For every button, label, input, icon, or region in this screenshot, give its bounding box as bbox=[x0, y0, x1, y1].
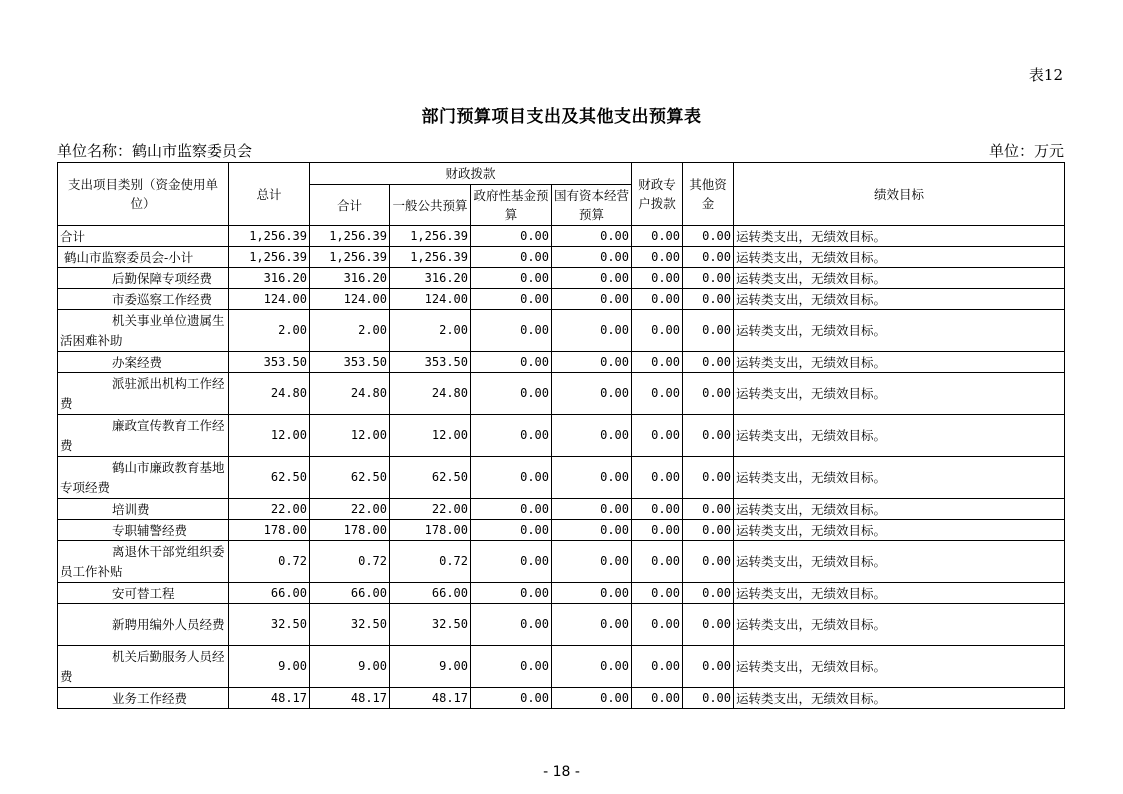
cell-gov-fund: 0.00 bbox=[471, 688, 552, 709]
cell-general: 22.00 bbox=[390, 499, 471, 520]
cell-special: 0.00 bbox=[632, 310, 683, 352]
cell-state-capital: 0.00 bbox=[552, 352, 632, 373]
cell-general: 124.00 bbox=[390, 289, 471, 310]
cell-gov-fund: 0.00 bbox=[471, 226, 552, 247]
header-special-account: 财政专户拨款 bbox=[632, 163, 683, 226]
cell-other: 0.00 bbox=[683, 415, 734, 457]
page-title: 部门预算项目支出及其他支出预算表 bbox=[421, 107, 702, 127]
table-row bbox=[58, 310, 1065, 352]
cell-subtotal: 178.00 bbox=[310, 520, 390, 541]
cell-state-capital: 0.00 bbox=[552, 604, 632, 646]
cell-general: 66.00 bbox=[390, 583, 471, 604]
table-row bbox=[58, 226, 1065, 247]
cell-goal: 运转类支出，无绩效目标。 bbox=[734, 373, 1065, 415]
header-total: 总计 bbox=[229, 163, 310, 226]
cell-goal: 运转类支出，无绩效目标。 bbox=[734, 247, 1065, 268]
row-category bbox=[58, 289, 229, 310]
row-category bbox=[58, 247, 229, 268]
cell-gov-fund: 0.00 bbox=[471, 352, 552, 373]
table-row bbox=[58, 646, 1065, 688]
header-row-top bbox=[58, 163, 1065, 185]
cell-total: 12.00 bbox=[229, 415, 310, 457]
cell-special: 0.00 bbox=[632, 646, 683, 688]
table-row bbox=[58, 604, 1065, 646]
cell-goal: 运转类支出，无绩效目标。 bbox=[734, 604, 1065, 646]
cell-gov-fund: 0.00 bbox=[471, 541, 552, 583]
header-other-funds: 其他资金 bbox=[683, 163, 734, 226]
cell-total: 0.72 bbox=[229, 541, 310, 583]
table-row bbox=[58, 688, 1065, 709]
cell-general: 24.80 bbox=[390, 373, 471, 415]
cell-goal: 运转类支出，无绩效目标。 bbox=[734, 583, 1065, 604]
cell-special: 0.00 bbox=[632, 226, 683, 247]
cell-other: 0.00 bbox=[683, 583, 734, 604]
page-number: - 18 - bbox=[543, 764, 580, 780]
table-row bbox=[58, 583, 1065, 604]
cell-total: 316.20 bbox=[229, 268, 310, 289]
budget-table bbox=[57, 162, 1065, 709]
row-category bbox=[58, 646, 229, 688]
row-category-label: 机关事业单位遗属生活困难补助 bbox=[60, 312, 225, 348]
cell-subtotal: 124.00 bbox=[310, 289, 390, 310]
row-category-label: 业务工作经费 bbox=[112, 690, 188, 706]
row-category bbox=[58, 688, 229, 709]
cell-other: 0.00 bbox=[683, 457, 734, 499]
row-category-label: 派驻派出机构工作经费 bbox=[60, 375, 225, 411]
header-category: 支出项目类别（资金使用单位） bbox=[58, 163, 229, 226]
row-category bbox=[58, 541, 229, 583]
cell-gov-fund: 0.00 bbox=[471, 457, 552, 499]
row-category-label: 离退休干部党组织委员工作补贴 bbox=[60, 543, 225, 579]
cell-goal: 运转类支出，无绩效目标。 bbox=[734, 520, 1065, 541]
cell-other: 0.00 bbox=[683, 310, 734, 352]
cell-goal: 运转类支出，无绩效目标。 bbox=[734, 310, 1065, 352]
cell-state-capital: 0.00 bbox=[552, 268, 632, 289]
row-category-label: 专职辅警经费 bbox=[112, 522, 188, 538]
table-row bbox=[58, 457, 1065, 499]
cell-general: 353.50 bbox=[390, 352, 471, 373]
cell-special: 0.00 bbox=[632, 688, 683, 709]
cell-other: 0.00 bbox=[683, 646, 734, 688]
cell-goal: 运转类支出，无绩效目标。 bbox=[734, 499, 1065, 520]
cell-total: 24.80 bbox=[229, 373, 310, 415]
header-fiscal-group: 财政拨款 bbox=[310, 163, 632, 185]
cell-state-capital: 0.00 bbox=[552, 415, 632, 457]
cell-general: 1,256.39 bbox=[390, 226, 471, 247]
header-goal: 绩效目标 bbox=[734, 163, 1065, 226]
row-category bbox=[58, 226, 229, 247]
cell-gov-fund: 0.00 bbox=[471, 415, 552, 457]
cell-general: 2.00 bbox=[390, 310, 471, 352]
cell-other: 0.00 bbox=[683, 688, 734, 709]
unit-name: 单位名称：鹤山市监察委员会 bbox=[57, 142, 253, 160]
row-category-label: 机关后勤服务人员经费 bbox=[60, 648, 225, 684]
cell-state-capital: 0.00 bbox=[552, 520, 632, 541]
cell-special: 0.00 bbox=[632, 268, 683, 289]
cell-special: 0.00 bbox=[632, 373, 683, 415]
cell-goal: 运转类支出，无绩效目标。 bbox=[734, 646, 1065, 688]
cell-state-capital: 0.00 bbox=[552, 688, 632, 709]
cell-other: 0.00 bbox=[683, 247, 734, 268]
table-row bbox=[58, 373, 1065, 415]
cell-general: 9.00 bbox=[390, 646, 471, 688]
cell-goal: 运转类支出，无绩效目标。 bbox=[734, 226, 1065, 247]
cell-special: 0.00 bbox=[632, 415, 683, 457]
cell-total: 48.17 bbox=[229, 688, 310, 709]
unit-label: 单位：万元 bbox=[988, 142, 1064, 160]
table-row bbox=[58, 520, 1065, 541]
cell-special: 0.00 bbox=[632, 352, 683, 373]
cell-subtotal: 316.20 bbox=[310, 268, 390, 289]
row-category-label: 后勤保障专项经费 bbox=[112, 270, 213, 286]
cell-goal: 运转类支出，无绩效目标。 bbox=[734, 268, 1065, 289]
table-row bbox=[58, 352, 1065, 373]
row-category-label: 合计 bbox=[60, 228, 86, 244]
header-gov-fund: 政府性基金预算 bbox=[471, 185, 552, 226]
cell-special: 0.00 bbox=[632, 289, 683, 310]
cell-gov-fund: 0.00 bbox=[471, 646, 552, 688]
row-category bbox=[58, 352, 229, 373]
row-category-label: 廉政宣传教育工作经费 bbox=[60, 417, 225, 453]
cell-total: 9.00 bbox=[229, 646, 310, 688]
cell-special: 0.00 bbox=[632, 247, 683, 268]
row-category bbox=[58, 583, 229, 604]
cell-other: 0.00 bbox=[683, 604, 734, 646]
header-fiscal-subtotal: 合计 bbox=[310, 185, 390, 226]
cell-gov-fund: 0.00 bbox=[471, 583, 552, 604]
cell-gov-fund: 0.00 bbox=[471, 373, 552, 415]
cell-state-capital: 0.00 bbox=[552, 289, 632, 310]
row-category-label: 市委巡察工作经费 bbox=[112, 291, 213, 307]
cell-subtotal: 48.17 bbox=[310, 688, 390, 709]
row-category bbox=[58, 604, 229, 646]
cell-goal: 运转类支出，无绩效目标。 bbox=[734, 415, 1065, 457]
table-number: 表12 bbox=[1028, 66, 1063, 84]
row-category-label: 培训费 bbox=[112, 501, 150, 517]
cell-other: 0.00 bbox=[683, 352, 734, 373]
cell-goal: 运转类支出，无绩效目标。 bbox=[734, 688, 1065, 709]
row-category bbox=[58, 268, 229, 289]
cell-total: 22.00 bbox=[229, 499, 310, 520]
cell-gov-fund: 0.00 bbox=[471, 247, 552, 268]
table-row bbox=[58, 499, 1065, 520]
cell-total: 66.00 bbox=[229, 583, 310, 604]
cell-gov-fund: 0.00 bbox=[471, 520, 552, 541]
cell-goal: 运转类支出，无绩效目标。 bbox=[734, 352, 1065, 373]
cell-special: 0.00 bbox=[632, 457, 683, 499]
cell-general: 12.00 bbox=[390, 415, 471, 457]
cell-total: 178.00 bbox=[229, 520, 310, 541]
cell-state-capital: 0.00 bbox=[552, 373, 632, 415]
cell-gov-fund: 0.00 bbox=[471, 289, 552, 310]
cell-special: 0.00 bbox=[632, 583, 683, 604]
cell-gov-fund: 0.00 bbox=[471, 310, 552, 352]
cell-subtotal: 12.00 bbox=[310, 415, 390, 457]
table-row bbox=[58, 541, 1065, 583]
cell-state-capital: 0.00 bbox=[552, 457, 632, 499]
row-category bbox=[58, 415, 229, 457]
cell-special: 0.00 bbox=[632, 604, 683, 646]
cell-other: 0.00 bbox=[683, 289, 734, 310]
cell-special: 0.00 bbox=[632, 541, 683, 583]
cell-goal: 运转类支出，无绩效目标。 bbox=[734, 457, 1065, 499]
cell-general: 0.72 bbox=[390, 541, 471, 583]
row-category-label: 鹤山市廉政教育基地专项经费 bbox=[60, 459, 225, 495]
cell-subtotal: 1,256.39 bbox=[310, 226, 390, 247]
cell-general: 178.00 bbox=[390, 520, 471, 541]
cell-other: 0.00 bbox=[683, 373, 734, 415]
cell-gov-fund: 0.00 bbox=[471, 499, 552, 520]
cell-subtotal: 32.50 bbox=[310, 604, 390, 646]
cell-subtotal: 66.00 bbox=[310, 583, 390, 604]
cell-other: 0.00 bbox=[683, 541, 734, 583]
table-row bbox=[58, 415, 1065, 457]
cell-subtotal: 0.72 bbox=[310, 541, 390, 583]
table-row bbox=[58, 289, 1065, 310]
cell-other: 0.00 bbox=[683, 499, 734, 520]
cell-general: 316.20 bbox=[390, 268, 471, 289]
cell-subtotal: 62.50 bbox=[310, 457, 390, 499]
cell-goal: 运转类支出，无绩效目标。 bbox=[734, 541, 1065, 583]
cell-total: 1,256.39 bbox=[229, 226, 310, 247]
cell-general: 62.50 bbox=[390, 457, 471, 499]
cell-state-capital: 0.00 bbox=[552, 541, 632, 583]
cell-special: 0.00 bbox=[632, 499, 683, 520]
row-category bbox=[58, 520, 229, 541]
row-category bbox=[58, 373, 229, 415]
cell-other: 0.00 bbox=[683, 226, 734, 247]
header-state-capital: 国有资本经营预算 bbox=[552, 185, 632, 226]
cell-state-capital: 0.00 bbox=[552, 646, 632, 688]
cell-state-capital: 0.00 bbox=[552, 247, 632, 268]
row-category bbox=[58, 499, 229, 520]
row-category bbox=[58, 457, 229, 499]
cell-subtotal: 22.00 bbox=[310, 499, 390, 520]
cell-gov-fund: 0.00 bbox=[471, 268, 552, 289]
cell-total: 353.50 bbox=[229, 352, 310, 373]
cell-total: 2.00 bbox=[229, 310, 310, 352]
header-general-budget: 一般公共预算 bbox=[390, 185, 471, 226]
cell-state-capital: 0.00 bbox=[552, 310, 632, 352]
cell-state-capital: 0.00 bbox=[552, 226, 632, 247]
cell-state-capital: 0.00 bbox=[552, 583, 632, 604]
cell-subtotal: 9.00 bbox=[310, 646, 390, 688]
cell-gov-fund: 0.00 bbox=[471, 604, 552, 646]
table-row bbox=[58, 268, 1065, 289]
cell-subtotal: 1,256.39 bbox=[310, 247, 390, 268]
cell-subtotal: 24.80 bbox=[310, 373, 390, 415]
row-category-label: 安可替工程 bbox=[112, 585, 175, 601]
cell-special: 0.00 bbox=[632, 520, 683, 541]
cell-general: 32.50 bbox=[390, 604, 471, 646]
cell-total: 62.50 bbox=[229, 457, 310, 499]
cell-subtotal: 353.50 bbox=[310, 352, 390, 373]
cell-other: 0.00 bbox=[683, 520, 734, 541]
cell-general: 48.17 bbox=[390, 688, 471, 709]
row-category-label: 新聘用编外人员经费 bbox=[112, 616, 225, 632]
cell-total: 1,256.39 bbox=[229, 247, 310, 268]
cell-total: 124.00 bbox=[229, 289, 310, 310]
cell-general: 1,256.39 bbox=[390, 247, 471, 268]
row-category-label: 鹤山市监察委员会-小计 bbox=[64, 249, 194, 265]
cell-subtotal: 2.00 bbox=[310, 310, 390, 352]
cell-other: 0.00 bbox=[683, 268, 734, 289]
cell-state-capital: 0.00 bbox=[552, 499, 632, 520]
cell-goal: 运转类支出，无绩效目标。 bbox=[734, 289, 1065, 310]
row-category bbox=[58, 310, 229, 352]
meta-row bbox=[57, 140, 1064, 161]
cell-total: 32.50 bbox=[229, 604, 310, 646]
table-row bbox=[58, 247, 1065, 268]
table-body bbox=[58, 226, 1065, 709]
row-category-label: 办案经费 bbox=[112, 354, 163, 370]
